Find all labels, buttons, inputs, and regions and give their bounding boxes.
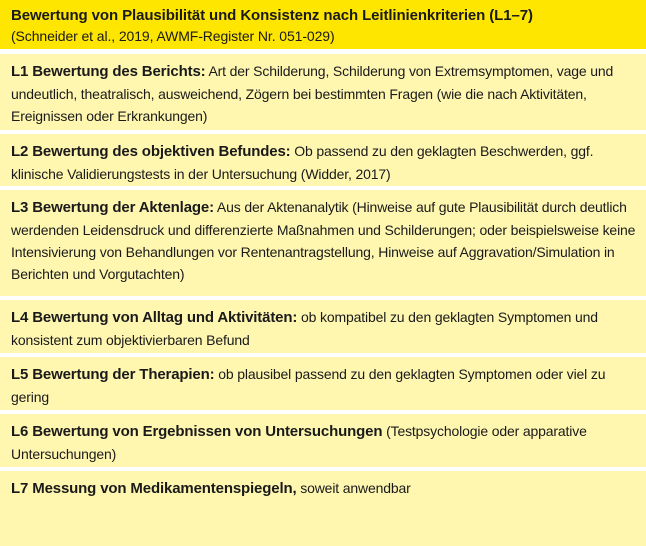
- criterion-l5: [0, 353, 646, 410]
- criterion-text: (Testpsychologie oder apparative Untersuchungen): [11, 423, 587, 462]
- table-header: [0, 0, 646, 50]
- criterion-text: Aus der Aktenanalytik (Hinweise auf gute Plausibilität durch deutlich werdenden Leidensdruck und differenzierte Maßnahmen und Schilderungen; oder beispielsweise keine Intensivierung von Behandlungen vor Rentenantragstellung, Hinweise auf Aggravation/Simulation in Berichten und Vorgutachten): [11, 199, 636, 282]
- criterion-l7: [0, 467, 646, 546]
- criterion-l6: [0, 410, 646, 467]
- criterion-text: Ob passend zu den geklagten Beschwerden, ggf. klinische Validierungstests in der Untersuchung (Widder, 2017): [11, 143, 594, 182]
- criterion-l2: [0, 130, 646, 186]
- criterion-l4: [0, 296, 646, 353]
- criterion-l3: [0, 186, 646, 296]
- criterion-label: L6 Bewertung von Ergebnissen von Untersuchungen: [11, 423, 383, 440]
- criterion-text: ob plausibel passend zu den geklagten Symptomen oder viel zu gering: [11, 366, 606, 405]
- criterion-label: L2 Bewertung des objektiven Befundes:: [11, 143, 291, 160]
- table-source: (Schneider et al., 2019, AWMF-Register Nr. 051-029): [11, 28, 335, 44]
- criterion-l1: [0, 50, 646, 130]
- table-title: Bewertung von Plausibilität und Konsistenz nach Leitlinienkriterien (L1–7): [11, 7, 533, 24]
- criterion-label: L5 Bewertung der Therapien:: [11, 366, 215, 383]
- criterion-text: soweit anwendbar: [296, 480, 411, 496]
- criterion-text: Art der Schilderung, Schilderung von Extremsymptomen, vage und undeutlich, theatralisch, ausweichend, Zögern bei bestimmten Fragen (wie die nach Aktivitäten, Ereignissen oder Erkrankungen): [11, 63, 614, 124]
- criterion-label: L4 Bewertung von Alltag und Aktivitäten:: [11, 309, 298, 326]
- criterion-label: L1 Bewertung des Berichts:: [11, 63, 206, 80]
- criterion-text: ob kompatibel zu den geklagten Symptomen und konsistent zum objektivierbaren Befund: [11, 309, 598, 348]
- criterion-label: L7 Messung von Medikamentenspiegeln,: [11, 480, 297, 497]
- criterion-label: L3 Bewertung der Aktenlage:: [11, 199, 214, 216]
